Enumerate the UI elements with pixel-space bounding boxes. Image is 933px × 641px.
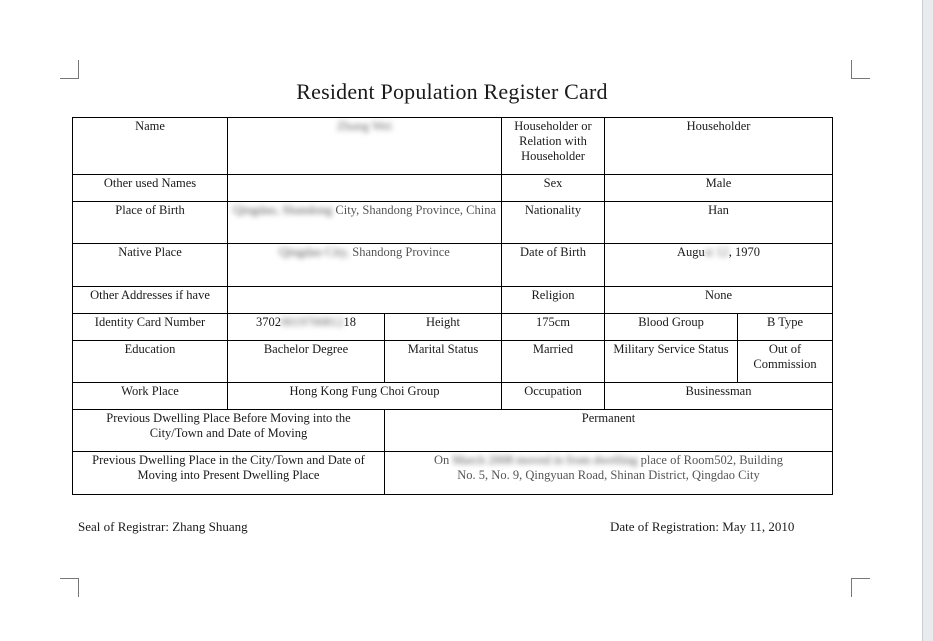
register-card-table [72, 117, 833, 495]
dob-label: Date of Birth [502, 244, 605, 287]
work-place-label: Work Place [73, 383, 228, 410]
sex-label: Sex [502, 175, 605, 202]
relation-label: Householder or Relation with Householder [502, 118, 605, 175]
marital-status-label: Marital Status [385, 341, 502, 383]
name-label: Name [73, 118, 228, 175]
registration-date: Date of Registration: May 11, 2010 [610, 519, 795, 534]
dob-value: August 12, 1970 [605, 244, 833, 287]
sex-value: Male [605, 175, 833, 202]
other-names-label: Other used Names [73, 175, 228, 202]
blood-group-value: B Type [738, 314, 833, 341]
other-addresses-label: Other Addresses if have [73, 287, 228, 314]
relation-value: Householder [605, 118, 833, 175]
other-addresses-value [228, 287, 502, 314]
other-names-value [228, 175, 502, 202]
native-place-value: Qingdao City, Shandong Province [228, 244, 502, 287]
height-value: 175cm [502, 314, 605, 341]
name-value: Zhang Wei [228, 118, 502, 175]
id-number-label: Identity Card Number [73, 314, 228, 341]
window-scroll-edge [922, 0, 933, 641]
document-title: Resident Population Register Card [296, 79, 608, 104]
birth-place-value: Qingdao, Shandong City, Shandong Province, China [228, 202, 502, 244]
prev-dwelling-before-label: Previous Dwelling Place Before Moving into the City/Town and Date of Moving [73, 410, 385, 452]
birth-place-label: Place of Birth [73, 202, 228, 244]
crop-mark-bottom-left [60, 578, 79, 597]
prev-dwelling-present-label: Previous Dwelling Place in the City/Town and Date of Moving into Present Dwelling Place [73, 452, 385, 495]
occupation-value: Businessman [605, 383, 833, 410]
native-place-label: Native Place [73, 244, 228, 287]
prev-dwelling-before-value: Permanent [385, 410, 833, 452]
crop-mark-bottom-right [851, 578, 870, 597]
military-service-value: Out of Commission [738, 341, 833, 383]
registrar-seal: Seal of Registrar: Zhang Shuang [78, 519, 248, 534]
crop-mark-top-right [851, 60, 870, 79]
work-place-value: Hong Kong Fung Choi Group [228, 383, 502, 410]
religion-label: Religion [502, 287, 605, 314]
marital-status-value: Married [502, 341, 605, 383]
education-label: Education [73, 341, 228, 383]
height-label: Height [385, 314, 502, 341]
religion-value: None [605, 287, 833, 314]
prev-dwelling-present-value: On March 2008 moved in from dwelling place of Room502, Building No. 5, No. 9, Qingyuan Road, Shinan District, Qingdao City [385, 452, 833, 495]
military-service-label: Military Service Status [605, 341, 738, 383]
nationality-value: Han [605, 202, 833, 244]
occupation-label: Occupation [502, 383, 605, 410]
blood-group-label: Blood Group [605, 314, 738, 341]
nationality-label: Nationality [502, 202, 605, 244]
id-number-value: 3702001970081218 [228, 314, 385, 341]
education-value: Bachelor Degree [228, 341, 385, 383]
crop-mark-top-left [60, 60, 79, 79]
